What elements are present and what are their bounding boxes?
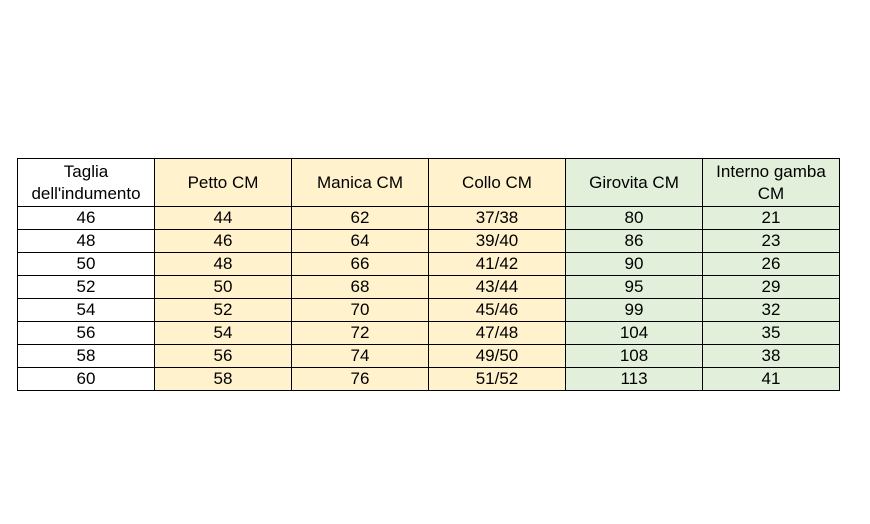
cell-waist: 95: [566, 276, 703, 299]
cell-inseam: 38: [703, 345, 840, 368]
cell-sleeve: 70: [292, 299, 429, 322]
cell-sleeve: 64: [292, 230, 429, 253]
cell-sleeve: 72: [292, 322, 429, 345]
table-header: [18, 159, 840, 207]
header-chest: Petto CM: [155, 159, 292, 207]
cell-waist: 86: [566, 230, 703, 253]
cell-neck: 51/52: [429, 368, 566, 391]
cell-inseam: 21: [703, 207, 840, 230]
table-row: [18, 207, 840, 230]
cell-sleeve: 74: [292, 345, 429, 368]
table-row: [18, 368, 840, 391]
table-row: [18, 276, 840, 299]
table-row: [18, 230, 840, 253]
cell-sleeve: 68: [292, 276, 429, 299]
cell-size: 56: [18, 322, 155, 345]
cell-waist: 80: [566, 207, 703, 230]
cell-size: 50: [18, 253, 155, 276]
cell-size: 52: [18, 276, 155, 299]
cell-chest: 54: [155, 322, 292, 345]
cell-waist: 90: [566, 253, 703, 276]
cell-neck: 47/48: [429, 322, 566, 345]
header-size: Taglia dell'indumento: [18, 159, 155, 207]
cell-chest: 46: [155, 230, 292, 253]
header-waist: Girovita CM: [566, 159, 703, 207]
header-row: [18, 159, 840, 207]
cell-size: 48: [18, 230, 155, 253]
cell-sleeve: 76: [292, 368, 429, 391]
cell-sleeve: 62: [292, 207, 429, 230]
cell-inseam: 32: [703, 299, 840, 322]
table-row: [18, 322, 840, 345]
cell-chest: 56: [155, 345, 292, 368]
table-row: [18, 345, 840, 368]
header-sleeve: Manica CM: [292, 159, 429, 207]
header-neck: Collo CM: [429, 159, 566, 207]
cell-waist: 99: [566, 299, 703, 322]
cell-neck: 43/44: [429, 276, 566, 299]
cell-inseam: 41: [703, 368, 840, 391]
cell-neck: 49/50: [429, 345, 566, 368]
size-chart-table: [17, 158, 840, 391]
cell-neck: 45/46: [429, 299, 566, 322]
header-inseam: Interno gamba CM: [703, 159, 840, 207]
cell-chest: 44: [155, 207, 292, 230]
cell-neck: 41/42: [429, 253, 566, 276]
table-row: [18, 253, 840, 276]
cell-chest: 58: [155, 368, 292, 391]
cell-inseam: 26: [703, 253, 840, 276]
cell-size: 54: [18, 299, 155, 322]
table-body: [18, 207, 840, 391]
cell-waist: 108: [566, 345, 703, 368]
cell-neck: 37/38: [429, 207, 566, 230]
cell-size: 58: [18, 345, 155, 368]
cell-size: 46: [18, 207, 155, 230]
cell-sleeve: 66: [292, 253, 429, 276]
cell-waist: 104: [566, 322, 703, 345]
cell-inseam: 23: [703, 230, 840, 253]
cell-neck: 39/40: [429, 230, 566, 253]
cell-chest: 50: [155, 276, 292, 299]
cell-chest: 52: [155, 299, 292, 322]
cell-inseam: 29: [703, 276, 840, 299]
cell-waist: 113: [566, 368, 703, 391]
table-row: [18, 299, 840, 322]
cell-size: 60: [18, 368, 155, 391]
cell-inseam: 35: [703, 322, 840, 345]
cell-chest: 48: [155, 253, 292, 276]
